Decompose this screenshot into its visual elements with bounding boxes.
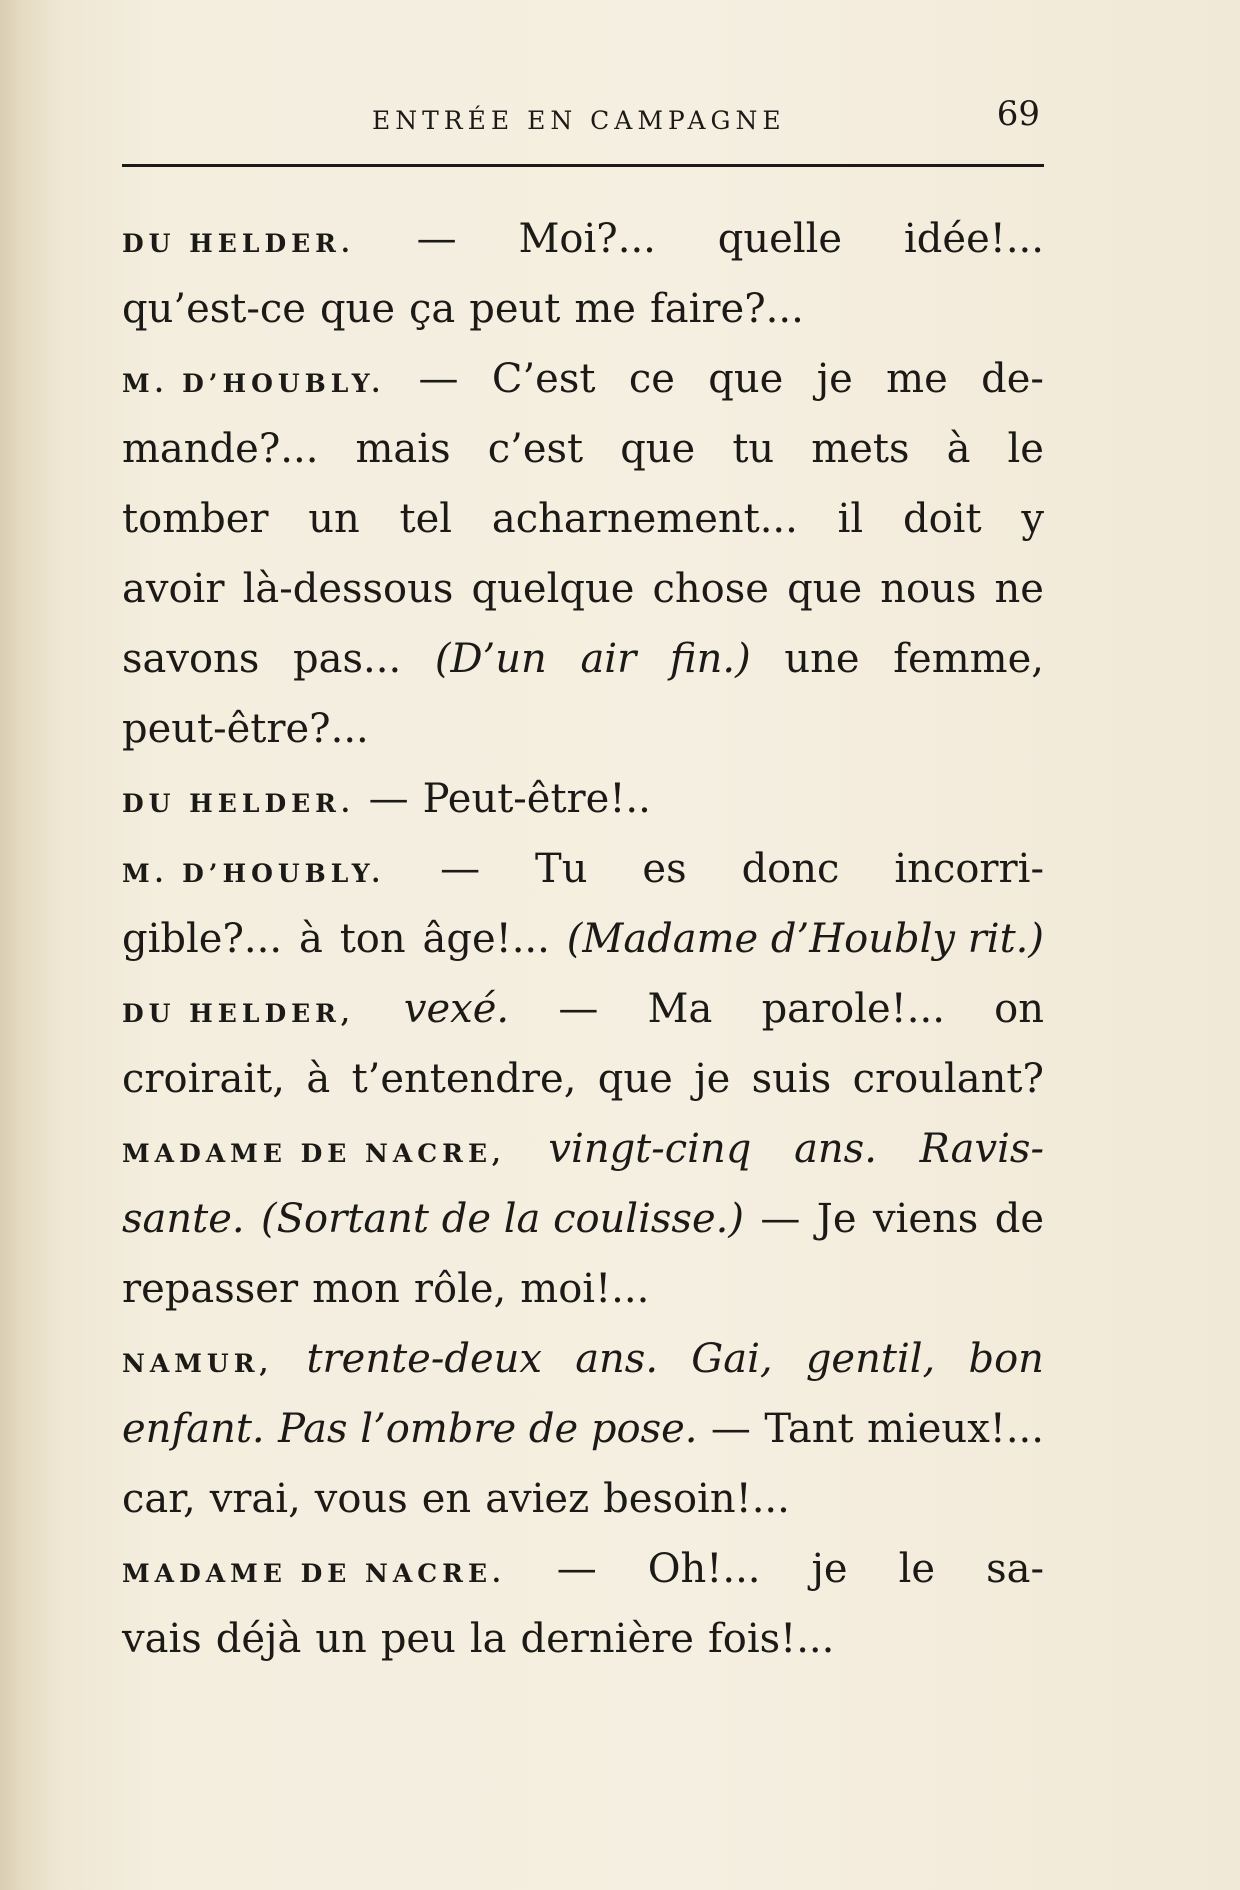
word: —	[760, 1196, 801, 1242]
stage-direction: Gai,	[691, 1336, 773, 1382]
word: que	[787, 566, 863, 612]
stage-direction: Pas l’ombre de pose.	[278, 1406, 698, 1452]
stage-direction: (D’un	[434, 636, 547, 682]
word: donc	[741, 846, 840, 892]
word: Ma	[647, 986, 713, 1032]
speaker-name: MADAME DE NACRE.	[122, 1559, 506, 1588]
text-line	[122, 204, 1044, 274]
page-header	[122, 94, 1044, 144]
word: idée!...	[904, 216, 1044, 262]
word: un	[308, 496, 360, 542]
speaker-name: DU HELDER.	[122, 229, 355, 258]
dialogue-text	[122, 204, 1044, 1674]
speaker-name: DU HELDER,	[122, 999, 355, 1028]
word: rôle,	[413, 1266, 507, 1312]
word: la	[469, 1616, 507, 1662]
word: on	[994, 986, 1044, 1032]
word: faire?...	[649, 286, 804, 332]
word: mon	[312, 1266, 400, 1312]
word: tel	[399, 496, 453, 542]
word: C’est	[491, 356, 596, 402]
text-line	[122, 1534, 1044, 1604]
word: déjà	[215, 1616, 302, 1662]
word: je	[694, 1056, 731, 1102]
text-line	[122, 1324, 1044, 1394]
word: en	[421, 1476, 472, 1522]
text-line	[122, 414, 1044, 484]
text-line	[122, 624, 1044, 694]
word: mais	[355, 426, 451, 472]
word: peu	[380, 1616, 456, 1662]
word: de-	[981, 356, 1044, 402]
word: peut-être?...	[122, 706, 369, 752]
word: repasser	[122, 1266, 299, 1312]
word: là-dessous	[242, 566, 454, 612]
word: mande?...	[122, 426, 319, 472]
word: vrai,	[209, 1476, 301, 1522]
word: dernière	[520, 1616, 694, 1662]
word: à	[306, 1056, 331, 1102]
word: ça	[409, 286, 456, 332]
text-line	[122, 274, 1044, 344]
word: ton	[339, 916, 406, 962]
stage-direction: vingt-cinq	[548, 1126, 752, 1172]
word: à	[298, 916, 323, 962]
word: que	[708, 356, 784, 402]
running-title: ENTRÉE EN CAMPAGNE	[372, 106, 786, 135]
word: besoin!...	[603, 1476, 790, 1522]
stage-direction: (Sortant de la coulisse.)	[261, 1196, 744, 1242]
word: fois!...	[707, 1616, 835, 1662]
text-line	[122, 344, 1044, 414]
word: Oh!...	[647, 1546, 761, 1592]
word: que	[319, 286, 395, 332]
word: suis	[751, 1056, 832, 1102]
word: tu	[732, 426, 775, 472]
word: me	[886, 356, 948, 402]
text-line	[122, 1464, 1044, 1534]
stage-direction: bon	[968, 1336, 1044, 1382]
word: acharnement...	[491, 496, 798, 542]
word: Tu	[535, 846, 588, 892]
word: gible?...	[122, 916, 283, 962]
word: —	[440, 846, 481, 892]
page-number: 69	[996, 94, 1040, 134]
word: que	[620, 426, 696, 472]
word: le	[898, 1546, 936, 1592]
word: peut	[469, 286, 561, 332]
stage-direction: trente-deux	[306, 1336, 542, 1382]
word: aviez	[485, 1476, 590, 1522]
stage-direction: sante.	[122, 1196, 245, 1242]
word: mets	[811, 426, 910, 472]
word: une	[784, 636, 860, 682]
word: viens	[872, 1196, 979, 1242]
word: me	[574, 286, 636, 332]
word: Peut-être!..	[422, 776, 651, 822]
word: moi!...	[520, 1266, 650, 1312]
text-line	[122, 694, 1044, 764]
word: vous	[314, 1476, 408, 1522]
word: Je	[816, 1196, 857, 1242]
word: incorri-	[894, 846, 1044, 892]
text-line	[122, 1044, 1044, 1114]
word: parole!...	[761, 986, 945, 1032]
word: es	[642, 846, 687, 892]
word: c’est	[487, 426, 584, 472]
text-line	[122, 1604, 1044, 1674]
word: —	[418, 356, 459, 402]
word: je	[816, 356, 853, 402]
speaker-name: NAMUR,	[122, 1349, 274, 1378]
text-line	[122, 904, 1044, 974]
word: le	[1007, 426, 1044, 472]
word: qu’est-ce	[122, 286, 306, 332]
stage-direction: Ravis-	[919, 1126, 1044, 1172]
word: vais	[122, 1616, 202, 1662]
text-line	[122, 1254, 1044, 1324]
text-line	[122, 1114, 1044, 1184]
stage-direction: air	[580, 636, 637, 682]
word: Moi?...	[518, 216, 656, 262]
word: tomber	[122, 496, 269, 542]
stage-direction: gentil,	[805, 1336, 936, 1382]
word: mieux!...	[867, 1406, 1044, 1452]
text-line	[122, 974, 1044, 1044]
word: —	[416, 216, 457, 262]
word: t’entendre,	[351, 1056, 577, 1102]
word: que	[597, 1056, 673, 1102]
word: sa-	[986, 1546, 1044, 1592]
text-line	[122, 834, 1044, 904]
stage-direction: enfant.	[122, 1406, 265, 1452]
word: car,	[122, 1476, 196, 1522]
speaker-name: M. D’HOUBLY.	[122, 859, 386, 888]
word: femme,	[893, 636, 1044, 682]
text-line	[122, 764, 1044, 834]
stage-direction: vexé.	[403, 986, 510, 1032]
speaker-name: M. D’HOUBLY.	[122, 369, 386, 398]
word: quelque	[471, 566, 635, 612]
word: croulant?	[852, 1056, 1044, 1102]
text-line	[122, 1394, 1044, 1464]
word: Tant	[764, 1406, 854, 1452]
word: —	[558, 986, 599, 1032]
speaker-name: MADAME DE NACRE,	[122, 1139, 506, 1168]
text-line	[122, 484, 1044, 554]
word: je	[811, 1546, 848, 1592]
word: —	[710, 1406, 751, 1452]
word: pas...	[293, 636, 402, 682]
stage-direction: fin.)	[669, 636, 751, 682]
word: croirait,	[122, 1056, 285, 1102]
text-line	[122, 1184, 1044, 1254]
stage-direction: ans.	[575, 1336, 659, 1382]
word: y	[1021, 496, 1044, 542]
word: doit	[902, 496, 982, 542]
word: ce	[628, 356, 675, 402]
word: —	[556, 1546, 597, 1592]
stage-direction: ans.	[794, 1126, 877, 1172]
text-line	[122, 554, 1044, 624]
speaker-name: DU HELDER.	[122, 789, 355, 818]
header-rule	[122, 164, 1044, 167]
word: un	[315, 1616, 367, 1662]
word: chose	[652, 566, 769, 612]
word: quelle	[717, 216, 843, 262]
word: de	[994, 1196, 1044, 1242]
word: nous	[880, 566, 977, 612]
stage-direction: (Madame d’Houbly rit.)	[566, 916, 1044, 962]
word: savons	[122, 636, 260, 682]
word: âge!...	[422, 916, 550, 962]
word: à	[946, 426, 971, 472]
word: ne	[994, 566, 1044, 612]
word: il	[837, 496, 864, 542]
word: avoir	[122, 566, 225, 612]
word: —	[368, 776, 409, 822]
